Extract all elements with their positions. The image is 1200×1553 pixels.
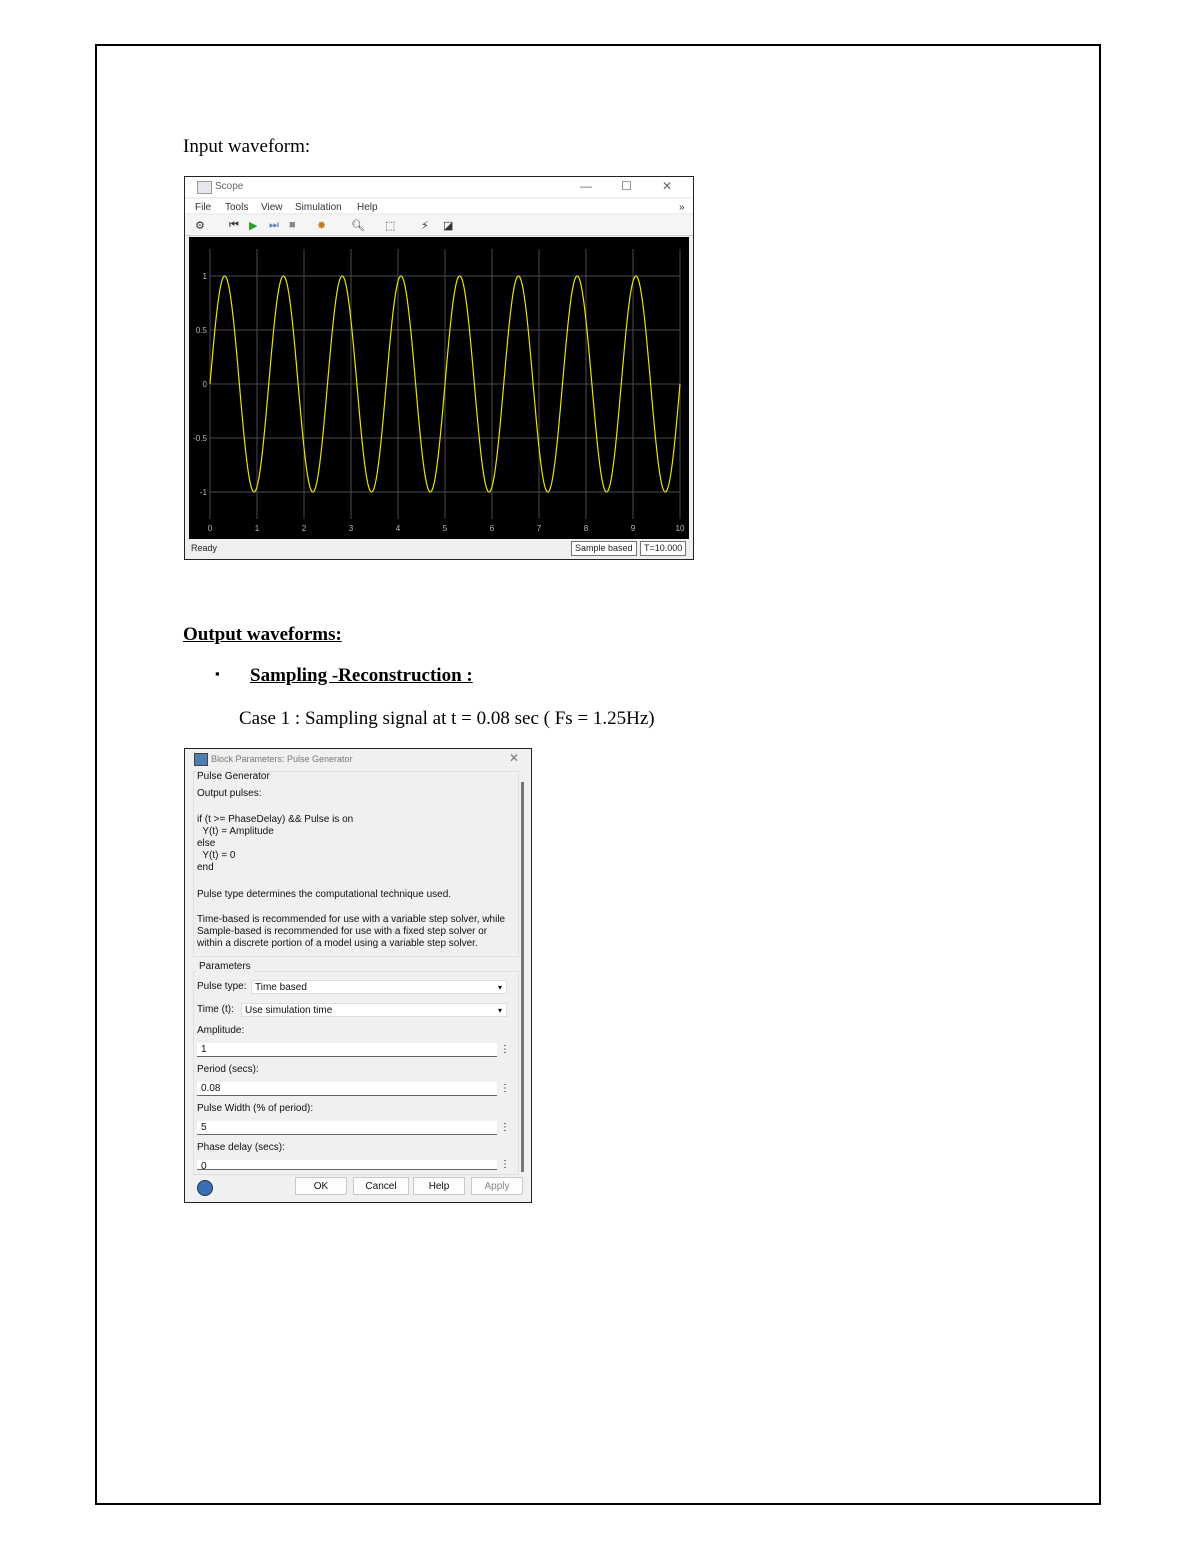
scope-title: Scope [215,181,244,192]
triggers-icon[interactable]: ⚡︎ [421,220,429,232]
status-time: T=10.000 [640,541,686,556]
menu-tools[interactable]: Tools [225,202,249,213]
x-tick-label: 6 [489,524,495,533]
period-label: Period (secs): [197,1064,259,1075]
code-line: else [197,838,216,849]
x-tick-label: 2 [301,524,307,533]
time-value: Use simulation time [245,1005,333,1016]
y-tick-label: -0.5 [193,434,207,443]
chevron-down-icon: ▾ [497,983,502,992]
close-button[interactable]: ✕ [662,179,673,193]
x-tick-label: 0 [207,524,213,533]
menu-file[interactable]: File [195,202,212,213]
ok-button[interactable]: OK [295,1177,347,1195]
code-line: Y(t) = 0 [197,850,236,861]
sine-chart [189,237,689,539]
highlight-icon[interactable]: ✸ [317,220,327,232]
case-text: Case 1 : Sampling signal at t = 0.08 sec ( Fs = 1.25Hz) [239,708,655,729]
dialog-title: Block Parameters: Pulse Generator [211,754,353,764]
x-tick-label: 9 [630,524,636,533]
simulink-icon [194,753,208,766]
input-waveform-heading: Input waveform: [183,136,311,157]
code-line: Y(t) = Amplitude [197,826,274,837]
help-icon[interactable] [197,1180,213,1196]
more-options-icon[interactable]: ⋮ [500,1083,510,1094]
apply-button[interactable]: Apply [471,1177,523,1195]
code-line: end [197,862,214,873]
x-tick-label: 5 [442,524,448,533]
autoscale-icon[interactable]: ⬚ [385,220,396,232]
help-button[interactable]: Help [413,1177,465,1195]
period-field[interactable]: 0.08 [197,1082,497,1096]
pulse-type-label: Pulse type: [197,981,247,992]
scope-titlebar [185,177,693,197]
section-title: Sampling -Reconstruction : [250,665,473,686]
x-tick-label: 10 [675,524,685,533]
code-line: if (t >= PhaseDelay) && Pulse is on [197,814,354,825]
step-back-icon[interactable]: ⏮ [229,219,239,231]
maximize-button[interactable]: ☐ [621,179,632,193]
description-text: within a discrete portion of a model using a variable step solver. [197,938,478,949]
dialog-close-button[interactable]: ✕ [508,751,519,765]
block-parameters-dialog [184,748,532,1203]
x-tick-label: 8 [583,524,589,533]
amplitude-field[interactable]: 1 [197,1043,497,1057]
output-waveforms-heading: Output waveforms: [183,624,342,645]
more-options-icon[interactable]: ⋮ [500,1159,510,1170]
stop-icon[interactable]: ■ [289,219,296,231]
description-text: Time-based is recommended for use with a variable step solver, while [197,914,506,925]
step-forward-icon[interactable]: ⏭ [269,219,279,231]
scope-window [184,176,694,560]
phase-delay-label: Phase delay (secs): [197,1142,285,1153]
menu-help[interactable]: Help [357,202,378,213]
time-select[interactable] [241,1003,507,1017]
settings-icon[interactable]: ⚙ [195,220,205,232]
pulse-type-select[interactable] [251,980,507,994]
bullet-marker: ▪ [215,666,220,681]
time-label: Time (t): [197,1004,234,1015]
cursor-measurements-icon[interactable]: ◪ [443,220,454,232]
pulse-width-label: Pulse Width (% of period): [197,1103,314,1114]
scope-plot [189,237,689,539]
y-tick-label: 0 [202,380,207,389]
dialog-scrollbar[interactable] [521,782,524,1172]
scope-toolbar [185,215,693,236]
x-tick-label: 3 [348,524,354,533]
pulse-type-value: Time based [255,982,307,993]
x-tick-label: 4 [395,524,401,533]
output-pulses-label: Output pulses: [197,788,262,799]
matlab-icon [197,181,212,194]
pulse-width-field[interactable]: 5 [197,1121,497,1135]
minimize-button[interactable]: — [580,179,592,193]
status-sample-mode: Sample based [571,541,637,556]
menu-simulation[interactable]: Simulation [295,202,342,213]
description-text: Pulse type determines the computational technique used. [197,889,452,900]
chevron-down-icon: ▾ [497,1006,502,1015]
x-tick-label: 7 [536,524,542,533]
run-icon[interactable]: ▶ [249,220,258,232]
more-options-icon[interactable]: ⋮ [500,1122,510,1133]
more-options-icon[interactable]: ⋮ [500,1044,510,1055]
toolbar-expand-icon[interactable]: » [679,202,685,213]
cancel-button[interactable]: Cancel [353,1177,409,1195]
status-ready: Ready [191,543,218,553]
parameters-label: Parameters [199,961,251,972]
y-tick-label: 0.5 [195,326,207,335]
y-tick-label: -1 [199,488,207,497]
amplitude-label: Amplitude: [197,1025,245,1036]
zoom-icon[interactable]: 🔍︎ [351,220,365,232]
x-tick-label: 1 [254,524,260,533]
block-name: Pulse Generator [197,771,270,782]
phase-delay-field[interactable]: 0 [197,1160,497,1170]
y-tick-label: 1 [202,272,207,281]
menu-view[interactable]: View [261,202,283,213]
description-text: Sample-based is recommended for use with a fixed step solver or [197,926,488,937]
